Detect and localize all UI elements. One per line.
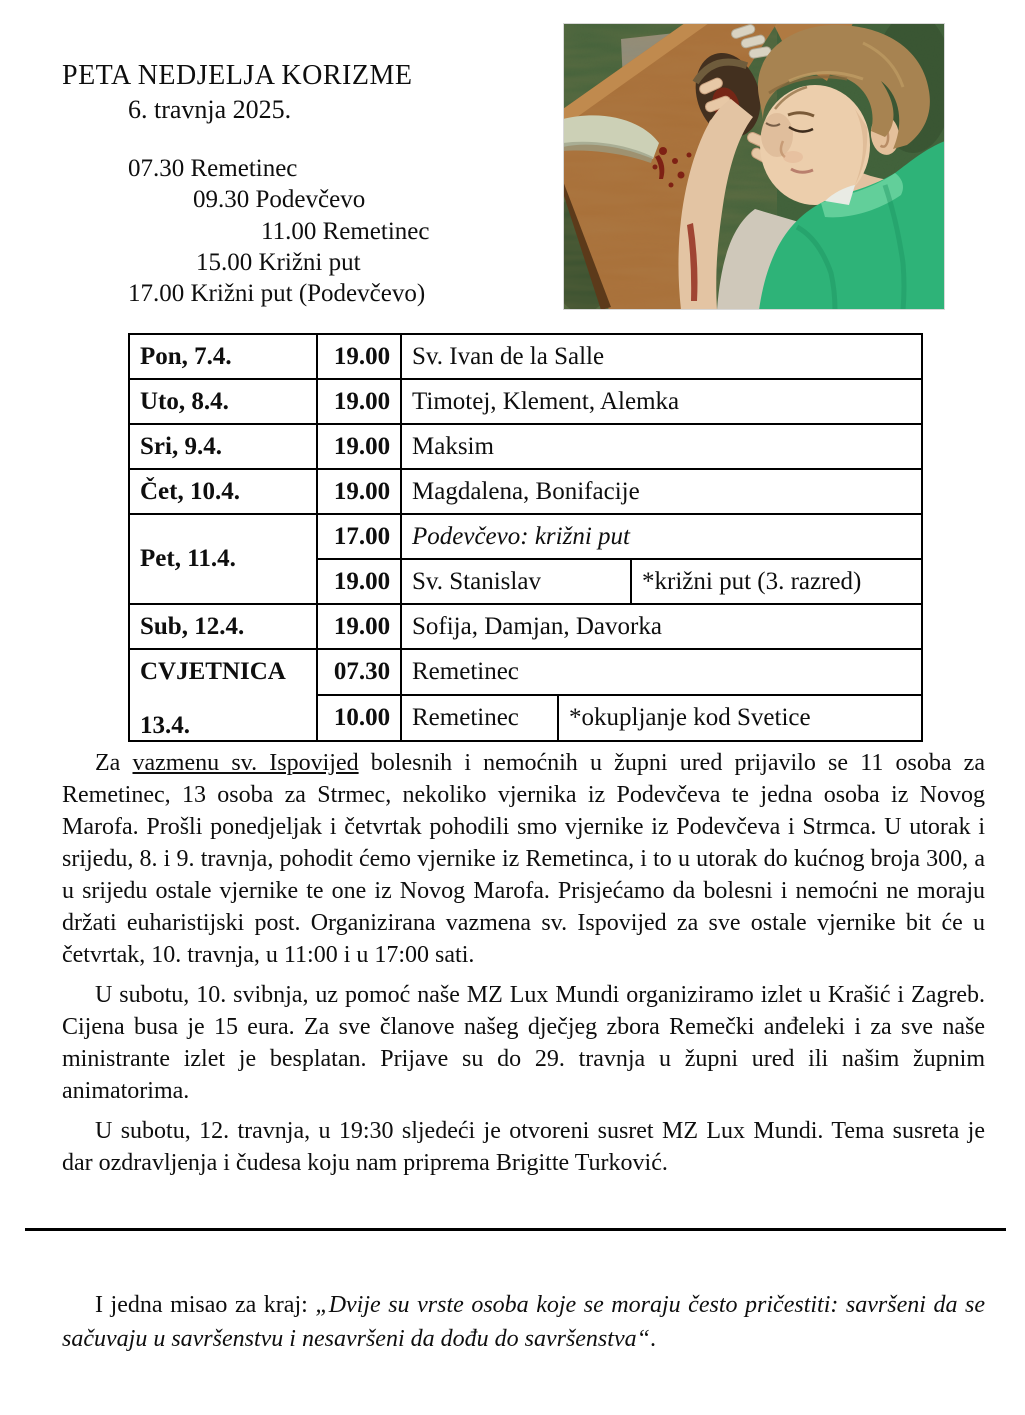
divider-line <box>25 1228 1006 1231</box>
event-cell: Timotej, Klement, Alemka <box>401 379 922 424</box>
feast-name: CVJETNICA <box>140 658 286 685</box>
table-row <box>129 469 922 514</box>
time-cell: 10.00 <box>317 695 401 741</box>
table-row <box>129 514 922 559</box>
day-cell: Čet, 10.4. <box>129 469 317 514</box>
table-row <box>129 334 922 379</box>
note-cell: *križni put (3. razred) <box>631 559 922 604</box>
time-cell: 19.00 <box>317 424 401 469</box>
event-cell: Remetinec <box>401 695 558 741</box>
date-line: 6. travnja 2025. <box>128 95 292 124</box>
mass-schedule-line: 07.30 Remetinec <box>128 155 298 182</box>
closing-thought <box>62 1288 985 1356</box>
table-row <box>129 649 922 695</box>
day-cell <box>129 649 317 741</box>
closing-quote: „Dvije su vrste osoba koje se moraju često pričestiti: savršeni da se sačuvaju u savršenstvu i nesavršeni da dođu do savršenstva“ <box>62 1292 985 1352</box>
day-cell: Pet, 11.4. <box>129 514 317 604</box>
table-row <box>129 424 922 469</box>
paragraph-confession <box>62 747 985 971</box>
mass-schedule-line: 09.30 Podevčevo <box>193 186 366 213</box>
event-cell: Sv. Ivan de la Salle <box>401 334 922 379</box>
day-cell: Uto, 8.4. <box>129 379 317 424</box>
time-cell: 19.00 <box>317 334 401 379</box>
day-cell: Sub, 12.4. <box>129 604 317 649</box>
time-cell: 19.00 <box>317 469 401 514</box>
paragraph-text: Za <box>95 750 133 776</box>
closing-lead: I jedna misao za kraj: <box>95 1292 316 1318</box>
event-cell: Sofija, Damjan, Davorka <box>401 604 922 649</box>
underlined-phrase: vazmenu sv. Ispovijed <box>132 750 359 776</box>
page-title: PETA NEDJELJA KORIZME <box>62 60 413 91</box>
mass-schedule-line: 15.00 Križni put <box>196 249 361 276</box>
paragraph-luxmundi: U subotu, 12. travnja, u 19:30 sljedeći je otvoreni susret MZ Lux Mundi. Tema susreta je dar ozdravljenja i čudesa koju nam priprema Brigitte Turković. <box>62 1118 985 1176</box>
day-cell: Sri, 9.4. <box>129 424 317 469</box>
time-cell: 07.30 <box>317 649 401 695</box>
bulletin-photo <box>563 23 945 310</box>
event-cell: Podevčevo: križni put <box>401 514 922 559</box>
closing-period: . <box>649 1326 656 1352</box>
table-row <box>129 379 922 424</box>
time-cell: 19.00 <box>317 604 401 649</box>
weekday-mass-table <box>128 333 923 742</box>
mass-schedule-line: 17.00 Križni put (Podevčevo) <box>128 280 426 307</box>
event-cell: Sv. Stanislav <box>401 559 631 604</box>
event-cell: Maksim <box>401 424 922 469</box>
mass-schedule-line: 11.00 Remetinec <box>261 218 430 245</box>
day-cell: Pon, 7.4. <box>129 334 317 379</box>
table-row <box>129 604 922 649</box>
feast-date: 13.4. <box>140 712 190 739</box>
paragraph-text: bolesnih i nemoćnih u župni ured prijavilo se 11 osoba za Remetinec, 13 osoba za Strmec, nekoliko vjernika iz Podevčeva te jedna osoba iz Novog Marofa. Prošli ponedjeljak i četvrtak pohodili smo vjernike iz Podevčeva i Strmca. U utorak i srijedu, 8. i 9. travnja, pohodit ćemo vjernike iz Remetinca, i to u utorak do kućnog broja 300, a u srijedu ostale vjernike te one iz Novog Marofa. Prisjećamo da bolesni i nemoćni ne moraju držati euharistijski post. Organizirana vazmena sv. Ispovijed za sve ostale vjernike bit će u četvrtak, 10. travnja, u 11:00 i u 17:00 sati. <box>62 750 985 968</box>
announcements <box>62 747 985 1187</box>
time-cell: 17.00 <box>317 514 401 559</box>
time-cell: 19.00 <box>317 379 401 424</box>
time-cell: 19.00 <box>317 559 401 604</box>
paragraph-trip: U subotu, 10. svibnja, uz pomoć naše MZ Lux Mundi organiziramo izlet u Krašić i Zagreb. Cijena busa je 15 eura. Za sve članove našeg dječjeg zbora Remečki anđeleki i za sve naše ministrante izlet je besplatan. Prijave su do 29. travnja u župni ured ili našim župnim animatorima. <box>62 982 985 1104</box>
note-cell: *okupljanje kod Svetice <box>558 695 922 741</box>
event-cell: Remetinec <box>401 649 922 695</box>
event-cell: Magdalena, Bonifacije <box>401 469 922 514</box>
